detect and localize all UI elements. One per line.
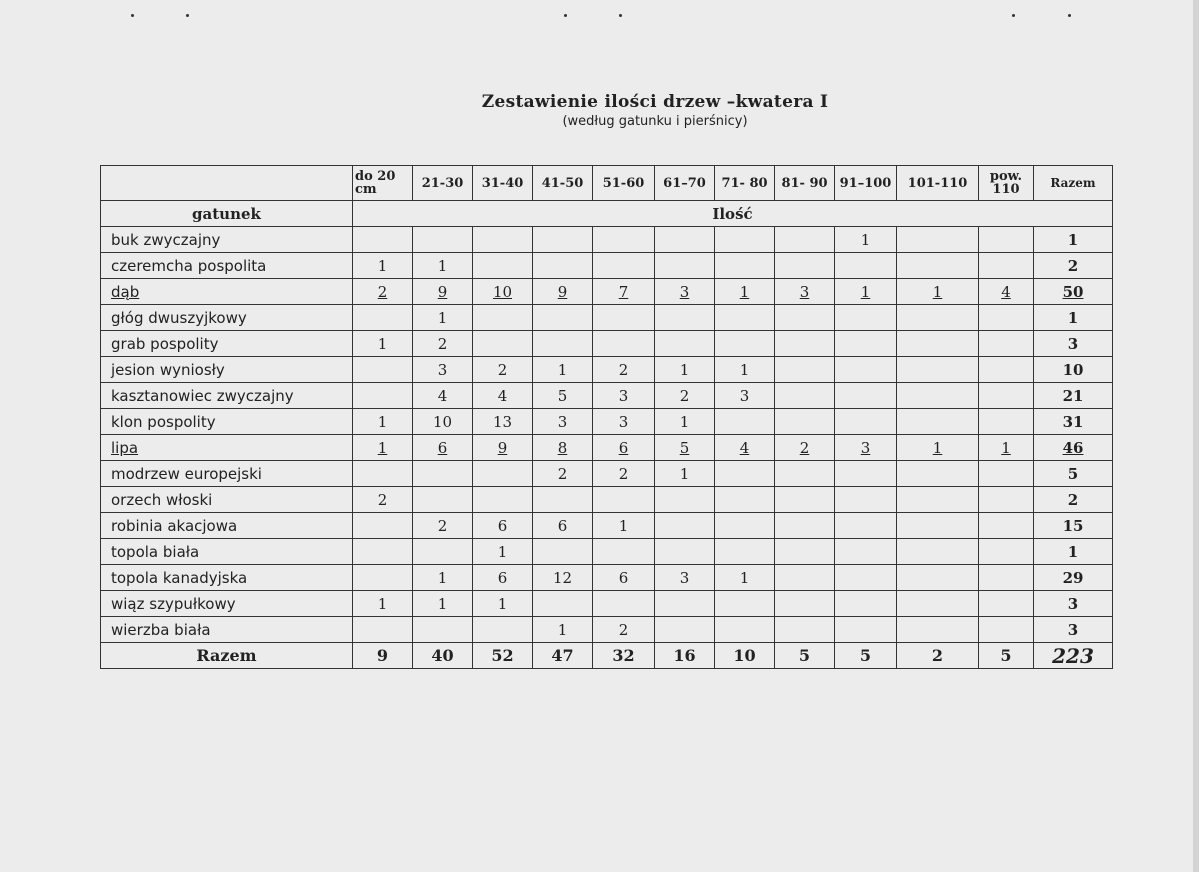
count-cell: [775, 331, 835, 357]
count-cell: [715, 617, 775, 643]
species-name: dąb: [101, 279, 353, 305]
count-cell: [775, 253, 835, 279]
tree-count-table: [100, 165, 1113, 669]
count-cell: [533, 487, 593, 513]
count-cell: [897, 227, 979, 253]
species-name: modrzew europejski: [101, 461, 353, 487]
count-cell: [897, 461, 979, 487]
count-cell: [353, 513, 413, 539]
count-cell: 6: [473, 565, 533, 591]
count-cell: [897, 305, 979, 331]
count-cell: 3: [593, 383, 655, 409]
count-cell: 3: [593, 409, 655, 435]
table-row: [101, 617, 1113, 643]
count-cell: [715, 591, 775, 617]
species-header: gatunek: [101, 201, 353, 227]
count-cell: [593, 305, 655, 331]
column-header-total: Razem: [1034, 166, 1113, 201]
species-name: robinia akacjowa: [101, 513, 353, 539]
species-name: kasztanowiec zwyczajny: [101, 383, 353, 409]
count-cell: 1: [897, 279, 979, 305]
count-cell: 1: [533, 357, 593, 383]
scan-specks: [0, 14, 1199, 24]
count-cell: [593, 487, 655, 513]
count-cell: [413, 227, 473, 253]
count-cell: [655, 253, 715, 279]
count-cell: [979, 409, 1034, 435]
count-cell: 1: [413, 253, 473, 279]
table-row: [101, 227, 1113, 253]
count-cell: [473, 227, 533, 253]
count-cell: [353, 539, 413, 565]
count-cell: [835, 253, 897, 279]
count-cell: [897, 539, 979, 565]
count-cell: 1: [715, 565, 775, 591]
table-row: [101, 487, 1113, 513]
count-cell: [715, 539, 775, 565]
summary-cell: 40: [413, 643, 473, 669]
row-total: 31: [1034, 409, 1113, 435]
count-cell: [473, 487, 533, 513]
count-cell: 10: [473, 279, 533, 305]
count-cell: 2: [775, 435, 835, 461]
count-cell: 9: [533, 279, 593, 305]
count-cell: [775, 565, 835, 591]
count-cell: 1: [655, 461, 715, 487]
table-row: [101, 331, 1113, 357]
count-cell: [897, 487, 979, 513]
table-body: [101, 227, 1113, 669]
count-cell: [775, 539, 835, 565]
count-cell: [593, 227, 655, 253]
column-header: 21-30: [413, 166, 473, 201]
count-cell: [655, 227, 715, 253]
document-subtitle: (według gatunku i pierśnicy): [562, 114, 748, 129]
table-row: [101, 461, 1113, 487]
count-cell: [473, 253, 533, 279]
species-name: głóg dwuszyjkowy: [101, 305, 353, 331]
count-cell: [775, 461, 835, 487]
count-cell: [835, 591, 897, 617]
summary-cell: 47: [533, 643, 593, 669]
count-cell: [979, 357, 1034, 383]
count-cell: [655, 513, 715, 539]
table-row: [101, 279, 1113, 305]
summary-cell: 5: [775, 643, 835, 669]
count-cell: [353, 357, 413, 383]
count-cell: [655, 591, 715, 617]
count-cell: [655, 617, 715, 643]
count-cell: [775, 409, 835, 435]
count-cell: 4: [413, 383, 473, 409]
count-cell: 2: [413, 513, 473, 539]
count-cell: [835, 409, 897, 435]
table-row: [101, 591, 1113, 617]
count-cell: 6: [413, 435, 473, 461]
count-cell: [533, 591, 593, 617]
count-cell: [593, 539, 655, 565]
count-cell: 3: [413, 357, 473, 383]
document-title: Zestawienie ilości drzew –kwatera I: [481, 92, 829, 112]
count-cell: 1: [353, 409, 413, 435]
count-cell: [353, 617, 413, 643]
table-row: [101, 435, 1113, 461]
count-cell: [715, 487, 775, 513]
table-row: [101, 253, 1113, 279]
row-total: 10: [1034, 357, 1113, 383]
row-total: 50: [1034, 279, 1113, 305]
count-cell: 8: [533, 435, 593, 461]
count-cell: [897, 357, 979, 383]
table-row: [101, 513, 1113, 539]
species-name: topola kanadyjska: [101, 565, 353, 591]
count-cell: [835, 565, 897, 591]
count-cell: 3: [775, 279, 835, 305]
count-cell: [835, 357, 897, 383]
count-cell: [897, 513, 979, 539]
count-cell: [353, 227, 413, 253]
count-cell: 10: [413, 409, 473, 435]
count-cell: [533, 305, 593, 331]
table-row: [101, 305, 1113, 331]
column-header: 31-40: [473, 166, 533, 201]
count-cell: [897, 565, 979, 591]
count-cell: [413, 461, 473, 487]
column-header: 91–100: [835, 166, 897, 201]
count-cell: [979, 539, 1034, 565]
column-header: 61–70: [655, 166, 715, 201]
count-cell: 2: [593, 461, 655, 487]
count-cell: [715, 409, 775, 435]
summary-label: Razem: [101, 643, 353, 669]
count-cell: [715, 461, 775, 487]
summary-cell: 5: [835, 643, 897, 669]
count-cell: [897, 591, 979, 617]
count-cell: [413, 539, 473, 565]
count-cell: 1: [413, 565, 473, 591]
count-cell: [979, 487, 1034, 513]
table-row: [101, 357, 1113, 383]
count-cell: [533, 227, 593, 253]
count-cell: [655, 305, 715, 331]
count-cell: [835, 331, 897, 357]
group-header-row: [101, 201, 1113, 227]
count-cell: 4: [473, 383, 533, 409]
count-cell: 3: [715, 383, 775, 409]
count-cell: [593, 253, 655, 279]
summary-cell: 52: [473, 643, 533, 669]
count-cell: 1: [979, 435, 1034, 461]
count-cell: [775, 305, 835, 331]
species-name: topola biała: [101, 539, 353, 565]
count-cell: 2: [353, 279, 413, 305]
count-cell: [715, 253, 775, 279]
count-cell: [533, 539, 593, 565]
count-cell: 1: [473, 591, 533, 617]
count-cell: [715, 227, 775, 253]
count-cell: [835, 539, 897, 565]
row-total: 3: [1034, 331, 1113, 357]
column-header: 71- 80: [715, 166, 775, 201]
count-cell: 12: [533, 565, 593, 591]
count-cell: 1: [353, 435, 413, 461]
count-cell: [979, 227, 1034, 253]
column-header: pow. 110: [979, 166, 1034, 201]
count-cell: 9: [473, 435, 533, 461]
count-cell: [979, 383, 1034, 409]
row-total: 1: [1034, 305, 1113, 331]
count-cell: 1: [413, 305, 473, 331]
count-cell: [353, 383, 413, 409]
summary-cell: 16: [655, 643, 715, 669]
species-name: buk zwyczajny: [101, 227, 353, 253]
count-cell: 4: [715, 435, 775, 461]
count-cell: 2: [533, 461, 593, 487]
count-cell: 1: [353, 253, 413, 279]
summary-cell: 32: [593, 643, 655, 669]
count-cell: [835, 383, 897, 409]
row-total: 15: [1034, 513, 1113, 539]
count-cell: [473, 617, 533, 643]
count-cell: [775, 383, 835, 409]
column-header: 101-110: [897, 166, 979, 201]
count-cell: 3: [835, 435, 897, 461]
table-row: [101, 539, 1113, 565]
count-cell: [979, 617, 1034, 643]
column-header: 41-50: [533, 166, 593, 201]
count-cell: [413, 487, 473, 513]
count-cell: [775, 513, 835, 539]
count-cell: 4: [979, 279, 1034, 305]
count-cell: 2: [655, 383, 715, 409]
grand-total: 223: [1034, 643, 1113, 669]
count-cell: [897, 331, 979, 357]
count-cell: 3: [655, 565, 715, 591]
count-cell: 5: [533, 383, 593, 409]
count-cell: [593, 591, 655, 617]
count-cell: 2: [413, 331, 473, 357]
species-name: lipa: [101, 435, 353, 461]
summary-row: [101, 643, 1113, 669]
count-cell: [835, 487, 897, 513]
count-cell: [473, 331, 533, 357]
count-cell: [715, 305, 775, 331]
row-total: 46: [1034, 435, 1113, 461]
count-cell: 1: [655, 357, 715, 383]
count-cell: 9: [413, 279, 473, 305]
species-name: orzech włoski: [101, 487, 353, 513]
count-cell: 6: [473, 513, 533, 539]
count-cell: 1: [897, 435, 979, 461]
count-cell: [835, 461, 897, 487]
count-cell: [775, 487, 835, 513]
count-cell: 7: [593, 279, 655, 305]
species-name: klon pospolity: [101, 409, 353, 435]
row-total: 29: [1034, 565, 1113, 591]
quantity-header: Ilość: [353, 201, 1113, 227]
summary-cell: 5: [979, 643, 1034, 669]
summary-cell: 9: [353, 643, 413, 669]
count-cell: [835, 513, 897, 539]
summary-cell: 10: [715, 643, 775, 669]
count-cell: [775, 227, 835, 253]
count-cell: [979, 253, 1034, 279]
count-cell: [979, 513, 1034, 539]
count-cell: 1: [715, 357, 775, 383]
column-header-row: [101, 166, 1113, 201]
count-cell: [979, 331, 1034, 357]
column-header: do 20 cm: [353, 166, 413, 201]
count-cell: [593, 331, 655, 357]
page-edge: [1193, 0, 1199, 872]
count-cell: 2: [593, 357, 655, 383]
header-blank-cell: [101, 166, 353, 201]
count-cell: 1: [593, 513, 655, 539]
count-cell: 1: [473, 539, 533, 565]
species-name: wiąz szypułkowy: [101, 591, 353, 617]
summary-cell: 2: [897, 643, 979, 669]
count-cell: 1: [835, 227, 897, 253]
count-cell: 1: [353, 331, 413, 357]
count-cell: 1: [353, 591, 413, 617]
column-header: 81- 90: [775, 166, 835, 201]
count-cell: [897, 409, 979, 435]
count-cell: [655, 487, 715, 513]
count-cell: 1: [413, 591, 473, 617]
table-row: [101, 409, 1113, 435]
count-cell: [897, 617, 979, 643]
count-cell: 6: [593, 565, 655, 591]
count-cell: 2: [593, 617, 655, 643]
count-cell: [979, 305, 1034, 331]
count-cell: [715, 513, 775, 539]
count-cell: [655, 539, 715, 565]
row-total: 3: [1034, 617, 1113, 643]
species-name: czeremcha pospolita: [101, 253, 353, 279]
row-total: 21: [1034, 383, 1113, 409]
count-cell: 1: [533, 617, 593, 643]
count-cell: 3: [533, 409, 593, 435]
column-header: 51-60: [593, 166, 655, 201]
count-cell: [353, 305, 413, 331]
count-cell: [835, 617, 897, 643]
count-cell: [775, 591, 835, 617]
count-cell: [979, 461, 1034, 487]
species-name: jesion wyniosły: [101, 357, 353, 383]
count-cell: [473, 305, 533, 331]
count-cell: [715, 331, 775, 357]
species-name: grab pospolity: [101, 331, 353, 357]
row-total: 5: [1034, 461, 1113, 487]
count-cell: [979, 591, 1034, 617]
count-cell: 1: [655, 409, 715, 435]
count-cell: [655, 331, 715, 357]
count-cell: [897, 253, 979, 279]
count-cell: [775, 357, 835, 383]
count-cell: [353, 461, 413, 487]
table-row: [101, 565, 1113, 591]
count-cell: 13: [473, 409, 533, 435]
count-cell: 1: [715, 279, 775, 305]
species-name: wierzba biała: [101, 617, 353, 643]
count-cell: [353, 565, 413, 591]
count-cell: 1: [835, 279, 897, 305]
count-cell: 2: [473, 357, 533, 383]
count-cell: [533, 253, 593, 279]
row-total: 2: [1034, 253, 1113, 279]
count-cell: 2: [353, 487, 413, 513]
count-cell: 6: [533, 513, 593, 539]
count-cell: [473, 461, 533, 487]
count-cell: [533, 331, 593, 357]
count-cell: 5: [655, 435, 715, 461]
table-row: [101, 383, 1113, 409]
count-cell: [979, 565, 1034, 591]
row-total: 3: [1034, 591, 1113, 617]
row-total: 2: [1034, 487, 1113, 513]
count-cell: [897, 383, 979, 409]
count-cell: 6: [593, 435, 655, 461]
row-total: 1: [1034, 227, 1113, 253]
count-cell: [413, 617, 473, 643]
count-cell: [775, 617, 835, 643]
count-cell: [835, 305, 897, 331]
count-cell: 3: [655, 279, 715, 305]
row-total: 1: [1034, 539, 1113, 565]
